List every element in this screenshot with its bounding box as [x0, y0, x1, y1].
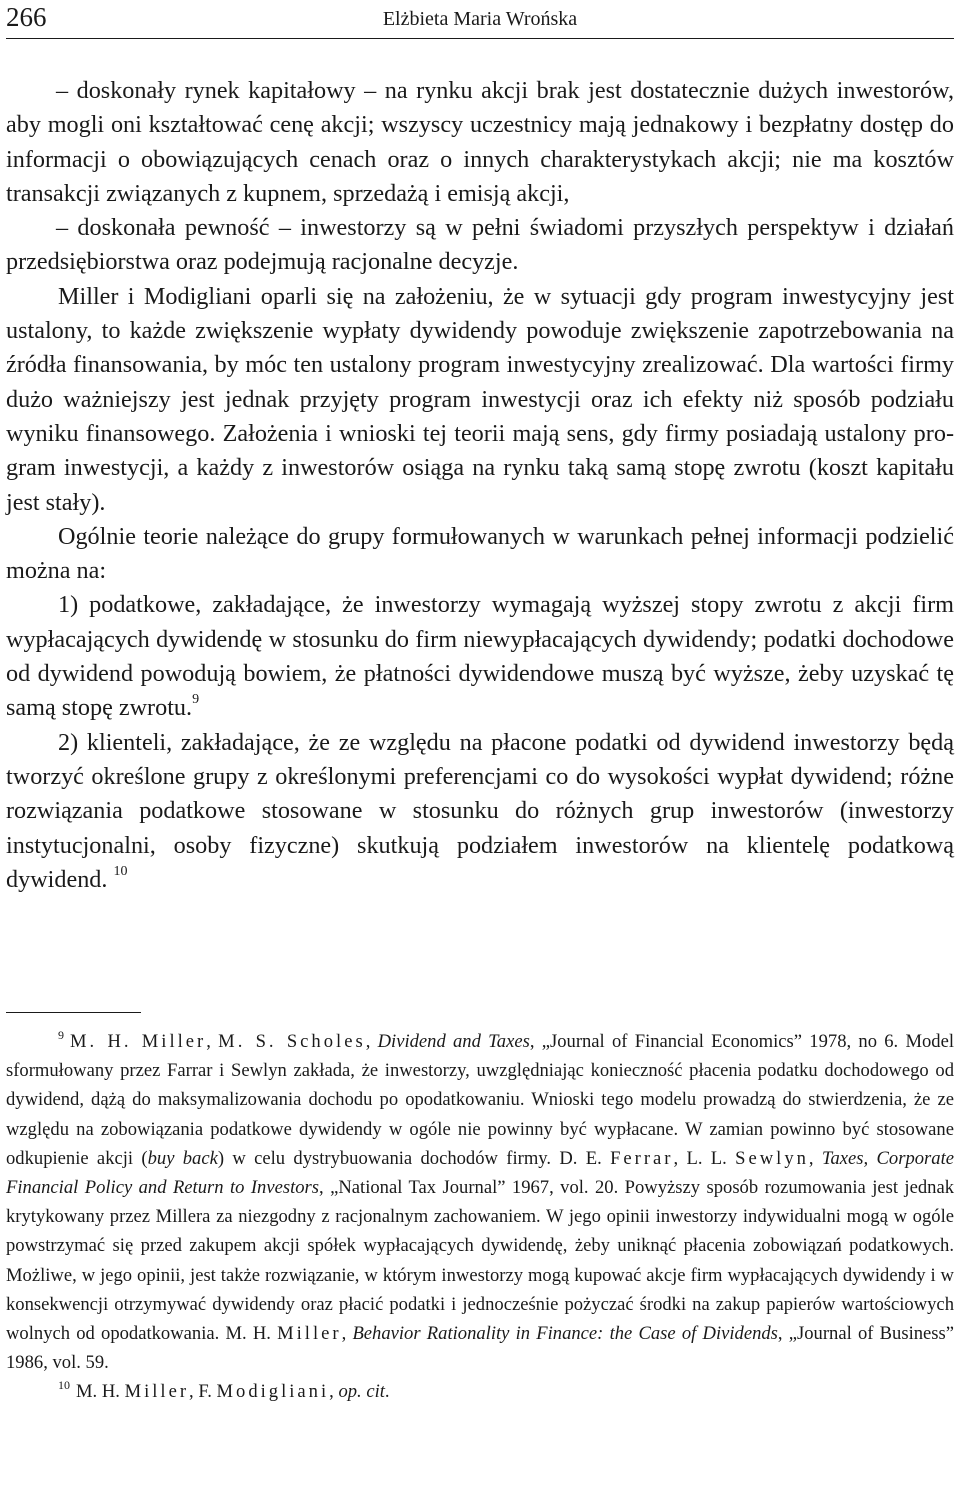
footnote-reference-10[interactable]: 10 [113, 863, 128, 879]
author-name: M. H. Miller [70, 1031, 207, 1052]
separator-text: , F. [189, 1381, 217, 1403]
header-rule [6, 38, 954, 39]
footnote-separator [6, 1012, 141, 1013]
separator-text: , [365, 1031, 378, 1052]
footnote-number: 10 [58, 1378, 70, 1393]
author-name: M. S. Scholes [218, 1031, 366, 1052]
footnote-text: ) w celu dystrybuowania dochodów firmy. D. E. [217, 1147, 611, 1169]
separator-text: , [206, 1031, 219, 1052]
paragraph-clientele-theory-text: 2) klienteli, zakładające, że ze względu na płacone podatki od dywidend inwestorzy będą tworzyć określone grupy z określonymi preferencjami co do wysokości wypłat dywidend; różne rozwiązania podatkowe stosowane w stosunku do różnych grup inwestorów (inwestorzy instytucjonalni, osoby fizyczne) skutkują podziałem inwestorów na klientelę podatkową dywidend. [6, 728, 954, 893]
footnote-text: , „Journal of Financial Economics” 1978, no 6. Model sformułowany przez Farrar i Sewlyn zakłada, że inwestorzy, uwzględniając konieczność płacenia podatku dochodowego od dywidend, dążą do maksymalizowania dochodu po opodatkowaniu. Wnioski tego modelu prowadzą do stwierdzenia, że ze względu na zobowiązania podatkowe dywidendy w ogóle nie powinny być wypłacane. W zamian powinno być stosowane odkupienie akcji ( [6, 1031, 954, 1169]
footnotes [6, 1027, 954, 1407]
footnote-10 [6, 1377, 954, 1406]
work-title: Dividend and Taxes [377, 1031, 530, 1052]
body-text [6, 74, 954, 897]
footnote-text: , „Journal of Business” 1986, vol. 59. [6, 1323, 955, 1374]
paragraph-clientele-theory [6, 726, 954, 897]
foreign-term: buy back [147, 1147, 218, 1169]
page-number: 266 [6, 2, 47, 32]
paragraph-tax-theory-text: 1) podatkowe, zakładające, że inwestorzy wymagają wyższej stopy zwrotu z akcji firm wypłacających dywidendę w stosunku do firm niewypłacających dywidendy; podatki dochodowe od dywidend powodują bowiem, że płatności dywidendowe muszą być wyższe, żeby uzyskać tę samą stopę zwrotu. [6, 591, 954, 722]
paragraph-miller-modigliani: Miller i Modigliani oparli się na założeniu, że w sytuacji gdy program inwestycyjny jest ustalony, to każde zwiększenie wypłaty dywidendy powoduje zwiększenie zapotrzebowania na źródła finansowania, by móc ten ustalony program inwestycyjny zrealizować. Dla wartości firmy dużo ważniejszy jest jednak przyjęty program inwestycji oraz ich efekty niż sposób podziału wyniku finansowego. Założenia i wnioski tej teorii mają sens, gdy firmy posiadają ustalony program inwestycji, a każdy z inwestorów osiąga na rynku taką samą stopę zwrotu (koszt kapitału jest stały). [6, 282, 954, 516]
list-item-perfect-certainty: – doskonała pewność – inwestorzy są w pełni świadomi przyszłych perspektyw i działań przedsiębiorstwa oraz podejmują racjonalne decyzje. [6, 214, 954, 276]
running-head-author: Elżbieta Maria Wrońska [382, 8, 578, 30]
list-item-perfect-market: – doskonały rynek kapitałowy – na rynku akcji brak jest dostatecznie dużych inwestorów, aby mogli oni kształtować cenę akcji; wszyscy uczestnicy mają jednakowy i bezpłatny dostęp do informacji o obowiązujących cenach oraz o innych charakterystykach akcji; nie ma kosztów transakcji związanych z kupnem, sprzedażą i emisją akcji, [6, 77, 954, 207]
work-title: Taxes, Corporate Financial Policy and Return to Investors [6, 1147, 954, 1199]
op-cit-abbreviation: op. cit [338, 1381, 385, 1403]
footnote-number: 9 [58, 1028, 64, 1042]
paragraph-tax-theory [6, 588, 954, 725]
paragraph-theories-intro: Ogólnie teorie należące do grupy formułowanych w warunkach pełnej informacji podzielić można na: [6, 522, 954, 585]
author-name: Sewlyn [735, 1147, 809, 1169]
author-name: Miller [124, 1381, 190, 1403]
page-header [6, 0, 954, 40]
separator-text: , L. L. [673, 1147, 736, 1169]
footnote-text: . [384, 1381, 390, 1403]
footnote-text: M. H. [76, 1381, 125, 1403]
separator-text: , [329, 1381, 339, 1403]
work-title: Behavior Rationality in Finance: the Case of Dividends [352, 1323, 778, 1345]
author-name: Miller [277, 1323, 342, 1345]
separator-text: , [808, 1147, 822, 1169]
author-name: Ferrar [610, 1147, 674, 1169]
footnote-text: , „National Tax Journal” 1967, vol. 20. Powyższy sposób rozumowania jest jednak krytykowany przez Millera za niezgodny z racjonalnym zachowaniem. W jego opinii inwestorzy indywidualni mogą w ogóle powstrzymać się przed zakupem akcji spółek wypłacających dywidendę, żeby uniknąć płacenia zobowiązań podatkowych. Możliwe, w jego opinii, jest także rozwiązanie, w którym inwestorzy mogą kupować akcje firm wypłacających dywidendy i w konsekwencji otrzymywać dywidendy oraz płacić podatki i jednocześnie pożyczać środki na zakup papierów wartościowych wolnych od opodatkowania. M. H. [6, 1177, 954, 1345]
footnote-9 [6, 1027, 954, 1377]
author-name: Modigliani [216, 1381, 330, 1403]
footnote-reference-9[interactable]: 9 [192, 692, 200, 708]
separator-text: , [341, 1323, 353, 1345]
